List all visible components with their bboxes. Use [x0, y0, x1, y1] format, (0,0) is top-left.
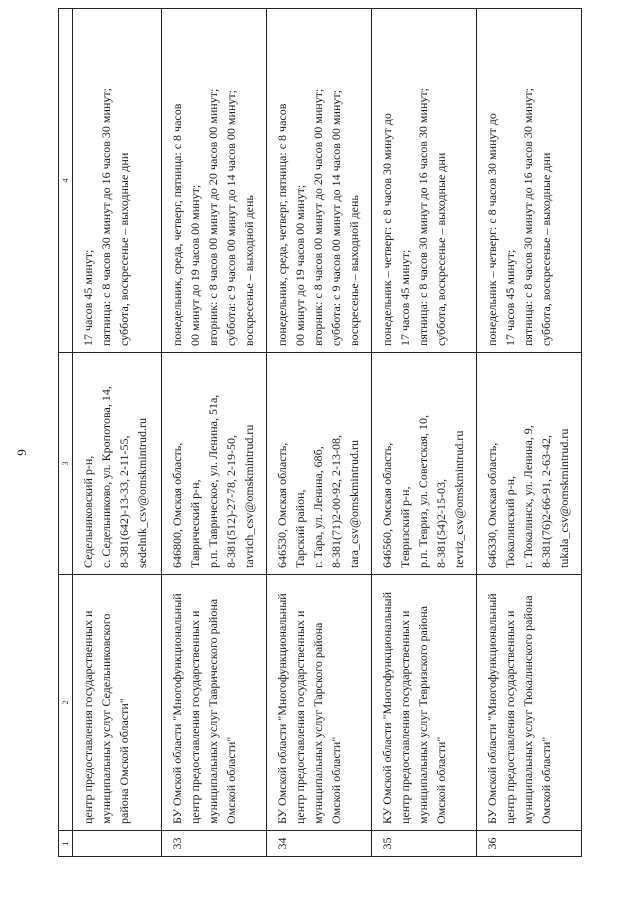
- institution-name-cell: [477, 575, 582, 831]
- schedule-line: 17 часов 45 минут;: [503, 249, 517, 346]
- schedule-cell: [477, 9, 582, 353]
- address-line: tukala_csv@omskmintrud.ru: [557, 428, 571, 568]
- schedule-cell: [73, 9, 162, 353]
- address-cell: [73, 353, 162, 575]
- schedule-cell: [267, 9, 372, 353]
- institution-name-line: БУ Омской области "Многофункциональный: [170, 593, 184, 824]
- address-cell: [267, 353, 372, 575]
- institution-name-cell: [73, 575, 162, 831]
- institution-name-line: центр предоставления государственных и: [293, 610, 307, 824]
- schedule-line: понедельник – четверг: с 8 часов 30 минут до: [380, 113, 394, 346]
- address-line: sedelnik_csv@omskmintrud.ru: [135, 417, 149, 568]
- page-number: 9: [14, 449, 29, 456]
- mfc-table: [58, 8, 582, 857]
- address-line: 646560, Омская область,: [380, 442, 394, 568]
- row-number: 35: [372, 831, 477, 857]
- address-cell: [477, 353, 582, 575]
- schedule-line: воскресенье – выходной день: [242, 195, 256, 346]
- header-number-2: 2: [59, 575, 73, 831]
- table-header-row: [59, 9, 73, 857]
- address-cell: [372, 353, 477, 575]
- address-line: г. Тюкалинск, ул. Ленина, 9,: [521, 425, 535, 568]
- table-body: [73, 9, 582, 857]
- address-line: tara_csv@omskmintrud.ru: [347, 439, 361, 568]
- institution-name-line: центр предоставления государственных и: [503, 610, 517, 824]
- institution-name-line: центр предоставления государственных и: [398, 610, 412, 824]
- institution-name-line: центр предоставления государственных и: [188, 610, 202, 824]
- schedule-line: понедельник – четверг: с 8 часов 30 минут до: [485, 113, 499, 346]
- table-row: [477, 9, 582, 857]
- schedule-line: суббота: с 9 часов 00 минут до 14 часов 00 минут;: [224, 90, 238, 346]
- address-line: р.п. Тевриз, ул. Советская, 10,: [416, 414, 430, 568]
- institution-name-line: муниципальных услуг Тевризского района: [416, 605, 430, 824]
- address-line: р.п. Таврическое, ул. Ленина, 51а,: [206, 394, 220, 568]
- header-number-1: 1: [59, 831, 73, 857]
- institution-name-line: КУ Омской области "Многофункциональный: [380, 591, 394, 824]
- schedule-line: суббота, воскресенье – выходные дни: [434, 152, 448, 346]
- schedule-line: понедельник, среда, четверг, пятница: с 8 часов: [275, 103, 289, 346]
- institution-name-cell: [372, 575, 477, 831]
- table-row: [162, 9, 267, 857]
- schedule-cell: [372, 9, 477, 353]
- address-line: 8-381(71)2-00-92, 2-13-08,: [329, 435, 343, 568]
- institution-name-line: Омской области": [224, 736, 238, 824]
- address-line: Тевризский р-н,: [398, 486, 412, 568]
- schedule-line: 00 минут до 19 часов 00 минут;: [293, 184, 307, 346]
- row-number: [73, 831, 162, 857]
- schedule-line: пятница: с 8 часов 30 минут до 16 часов 30 минут;: [99, 88, 113, 346]
- institution-name-line: Омской области": [434, 736, 448, 824]
- address-line: tevriz_csv@omskmintrud.ru: [452, 430, 466, 568]
- institution-name-line: центр предоставления государственных и: [81, 610, 95, 824]
- institution-name-line: БУ Омской области "Многофункциональный: [275, 593, 289, 824]
- row-number: 36: [477, 831, 582, 857]
- address-line: с. Седельниково, ул. Кропотова, 14,: [99, 386, 113, 568]
- schedule-line: вторник: с 8 часов 00 минут до 20 часов 00 минут;: [311, 88, 325, 346]
- header-number-4: 4: [59, 9, 73, 353]
- header-number-3: 3: [59, 353, 73, 575]
- schedule-cell: [162, 9, 267, 353]
- address-line: Седельниковский р-н,: [81, 455, 95, 568]
- schedule-line: 17 часов 45 минут;: [81, 249, 95, 346]
- schedule-line: 17 часов 45 минут;: [398, 249, 412, 346]
- institution-name-line: района Омской области": [117, 698, 131, 824]
- institution-name-cell: [267, 575, 372, 831]
- schedule-line: суббота, воскресенье – выходные дни: [117, 152, 131, 346]
- address-cell: [162, 353, 267, 575]
- address-line: г. Тара, ул. Ленина, 68б,: [311, 446, 325, 568]
- address-line: Тарский район,: [293, 489, 307, 568]
- institution-name-line: Омской области": [539, 736, 553, 824]
- institution-name-line: муниципальных услуг Таврического района: [206, 598, 220, 824]
- row-number: 33: [162, 831, 267, 857]
- institution-name-cell: [162, 575, 267, 831]
- institution-name-line: Омской области": [329, 736, 343, 824]
- address-line: 646530, Омская область,: [275, 442, 289, 568]
- table-row: [267, 9, 372, 857]
- schedule-line: пятница: с 8 часов 30 минут до 16 часов 30 минут;: [521, 88, 535, 346]
- address-line: 8-381(512)-27-78, 2-19-50,: [224, 435, 238, 568]
- row-number: 34: [267, 831, 372, 857]
- address-line: 8-381(642)-13-33, 2-11-55,: [117, 435, 131, 568]
- table-row: [372, 9, 477, 857]
- institution-name-line: БУ Омской области "Многофункциональный: [485, 593, 499, 824]
- institution-name-line: муниципальных услуг Седельниковского: [99, 613, 113, 824]
- schedule-line: 00 минут до 19 часов 00 минут;: [188, 184, 202, 346]
- address-line: Таврический р-н,: [188, 479, 202, 568]
- address-line: 8-381(54)2-15-03,: [434, 479, 448, 568]
- schedule-line: понедельник, среда, четверг, пятница: с 8 часов: [170, 103, 184, 346]
- institution-name-line: муниципальных услуг Тюкалинского района: [521, 595, 535, 824]
- institution-name-line: муниципальных услуг Тарского района: [311, 622, 325, 824]
- schedule-line: суббота, воскресенье – выходные дни: [539, 152, 553, 346]
- address-line: Тюкалинский р-н,: [503, 475, 517, 568]
- schedule-line: воскресенье – выходной день: [347, 195, 361, 346]
- table-row: [73, 9, 162, 857]
- address-line: 646800, Омская область,: [170, 442, 184, 568]
- schedule-line: пятница: с 8 часов 30 минут до 16 часов 30 минут;: [416, 88, 430, 346]
- address-line: 8-381(76)2-66-91, 2-63-42,: [539, 435, 553, 568]
- schedule-line: вторник: с 8 часов 00 минут до 20 часов 00 минут;: [206, 88, 220, 346]
- address-line: 646330, Омская область,: [485, 442, 499, 568]
- schedule-line: суббота: с 9 часов 00 минут до 14 часов 00 минут;: [329, 90, 343, 346]
- address-line: tavrich_csv@omskmintrud.ru: [242, 424, 256, 568]
